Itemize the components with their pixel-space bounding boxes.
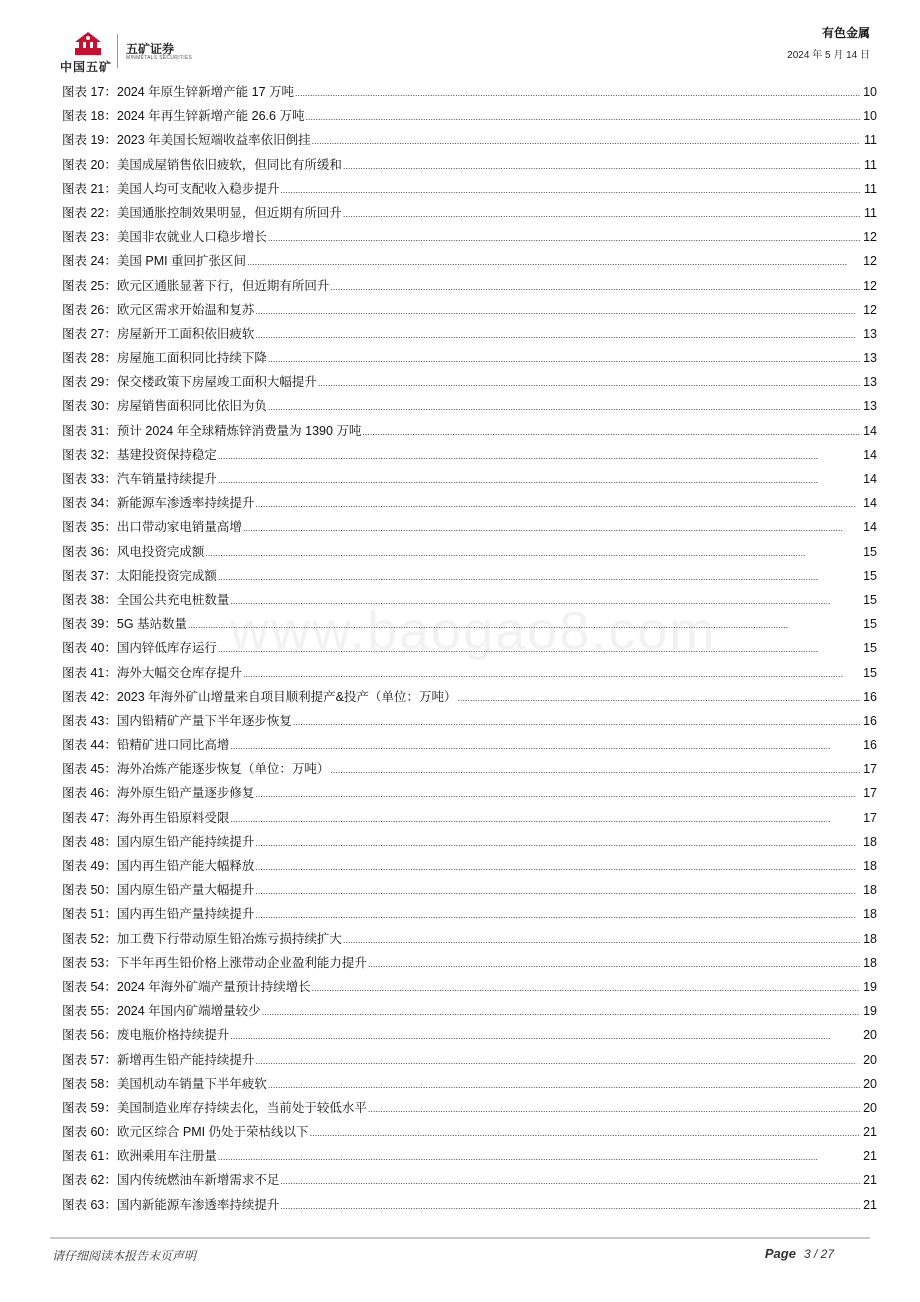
dot-leader	[293, 710, 860, 734]
page-ref: 14	[863, 447, 877, 462]
dot-leader	[343, 154, 860, 178]
dot-leader	[330, 758, 860, 782]
figure-label: 图表 61：	[62, 1149, 117, 1164]
dot-leader	[255, 299, 860, 323]
toc-row[interactable]	[62, 1168, 877, 1192]
page-ref: 15	[863, 544, 877, 559]
page-ref: 17	[863, 762, 877, 777]
dot-leader	[343, 928, 860, 952]
figure-label: 图表 54：	[62, 979, 117, 994]
page-ref: 13	[863, 375, 877, 390]
dot-leader	[230, 734, 860, 758]
figure-title: 欧洲乘用车注册量	[116, 1149, 217, 1164]
toc-row[interactable]	[62, 153, 877, 177]
page-ref: 20	[863, 1052, 877, 1067]
toc-row[interactable]	[62, 709, 877, 733]
toc-row[interactable]	[62, 757, 877, 781]
toc-row[interactable]	[62, 298, 877, 322]
page-ref: 15	[863, 568, 877, 583]
figure-title: 美国制造业库存持续去化，当前处于较低水平	[116, 1100, 367, 1115]
toc-row[interactable]	[62, 322, 877, 346]
dot-leader	[280, 1169, 860, 1193]
logo-minmetals-cn: 中国五矿	[60, 60, 113, 74]
dot-leader	[312, 976, 860, 1000]
figure-title: 风电投资完成额	[116, 544, 205, 559]
figure-title: 国内传统燃油车新增需求不足	[116, 1173, 280, 1188]
figure-title: 国内再生铅产量持续提升	[116, 907, 255, 922]
figure-title: 欧元区通胀显著下行，但近期有所回升	[116, 278, 330, 293]
dot-leader	[268, 347, 860, 371]
figure-title: 保交楼政策下房屋竣工面积大幅提升	[116, 375, 317, 390]
figure-title: 2024 年再生锌新增产能 26.6 万吨	[116, 109, 305, 124]
page-ref: 16	[863, 689, 877, 704]
figure-label: 图表 40：	[62, 641, 117, 656]
toc-row[interactable]	[62, 346, 877, 370]
figure-label: 图表 50：	[62, 883, 117, 898]
toc-row[interactable]	[62, 999, 877, 1023]
page-ref: 11	[864, 205, 877, 220]
figure-title: 美国非农就业人口稳步增长	[116, 230, 267, 245]
toc-row[interactable]	[62, 1023, 877, 1047]
figure-label: 图表 32：	[62, 447, 117, 462]
page-ref: 20	[863, 1076, 877, 1091]
figure-label: 图表 56：	[62, 1028, 117, 1043]
toc-row[interactable]	[62, 177, 877, 201]
toc-row[interactable]	[62, 806, 877, 830]
figure-title: 下半年再生铅价格上涨带动企业盈利能力提升	[116, 955, 367, 970]
toc-row[interactable]	[62, 370, 877, 394]
figure-title: 国内新能源车渗透率持续提升	[116, 1197, 280, 1212]
dot-leader	[205, 541, 860, 565]
toc-row[interactable]	[62, 443, 877, 467]
page-ref: 18	[863, 907, 877, 922]
page-ref: 15	[863, 665, 877, 680]
figure-index	[62, 80, 877, 1217]
dot-leader	[188, 613, 860, 637]
figure-title: 2023 年美国长短端收益率依旧倒挂	[116, 133, 311, 148]
page-ref: 13	[863, 326, 877, 341]
figure-label: 图表 53：	[62, 955, 117, 970]
figure-label: 图表 39：	[62, 617, 117, 632]
page-number: 3 / 27	[803, 1247, 834, 1261]
page-ref: 11	[864, 157, 877, 172]
figure-label: 图表 18：	[62, 109, 117, 124]
page-ref: 16	[863, 738, 877, 753]
figure-label: 图表 23：	[62, 230, 117, 245]
page-ref: 15	[863, 617, 877, 632]
dot-leader	[330, 275, 860, 299]
toc-row[interactable]	[62, 1048, 877, 1072]
logo-securities-en: MINMETALS SECURITIES	[126, 55, 193, 61]
figure-title: 房屋新开工面积依旧疲软	[116, 326, 255, 341]
page-ref: 14	[863, 472, 877, 486]
figure-label: 图表 28：	[62, 351, 117, 366]
dot-leader	[268, 395, 860, 419]
figure-label: 图表 25：	[62, 278, 117, 293]
dot-leader	[262, 1000, 860, 1024]
figure-label: 图表 46：	[62, 786, 117, 801]
page-ref: 13	[863, 399, 877, 414]
figure-label: 图表 51：	[62, 907, 117, 922]
figure-label: 图表 55：	[62, 1004, 117, 1019]
toc-row[interactable]	[62, 1120, 877, 1144]
figure-title: 美国 PMI 重回扩张区间	[116, 254, 247, 269]
minmetals-logo-icon	[72, 30, 104, 56]
figure-title: 海外大幅交仓库存提升	[116, 665, 242, 680]
figure-label: 图表 34：	[62, 496, 117, 511]
page-ref: 10	[863, 109, 877, 124]
page-ref: 21	[863, 1197, 877, 1212]
toc-row[interactable]	[62, 564, 877, 588]
toc-row[interactable]	[62, 104, 877, 128]
dot-leader	[255, 782, 860, 806]
toc-row[interactable]	[62, 733, 877, 757]
dot-leader	[268, 226, 860, 250]
figure-title: 美国通胀控制效果明显，但近期有所回升	[116, 205, 342, 220]
toc-row[interactable]	[62, 588, 877, 612]
figure-title: 预计 2024 年全球精炼锌消费量为 1390 万吨	[116, 423, 362, 438]
figure-title: 国内锌低库存运行	[116, 641, 217, 656]
figure-label: 图表 49：	[62, 859, 117, 873]
figure-label: 图表 30：	[62, 399, 117, 414]
toc-row[interactable]	[62, 225, 877, 249]
page-ref: 12	[863, 254, 877, 269]
dot-leader	[343, 202, 860, 226]
toc-row[interactable]	[62, 927, 877, 951]
page-ref: 19	[863, 1004, 877, 1019]
report-date: 2024 年 5 月 14 日	[787, 50, 870, 61]
page-ref: 19	[863, 979, 877, 994]
dot-leader	[218, 637, 860, 661]
figure-label: 图表 43：	[62, 713, 117, 728]
toc-row[interactable]	[62, 491, 877, 515]
figure-title: 太阳能投资完成额	[116, 568, 217, 583]
toc-row[interactable]	[62, 781, 877, 805]
page-header	[0, 0, 920, 80]
figure-title: 2024 年原生锌新增产能 17 万吨	[116, 85, 295, 99]
dot-leader	[218, 468, 860, 492]
figure-label: 图表 27：	[62, 326, 117, 341]
toc-row[interactable]	[62, 249, 877, 273]
toc-row[interactable]	[62, 1144, 877, 1168]
figure-label: 图表 42：	[62, 689, 117, 704]
page-ref: 17	[863, 786, 877, 801]
dot-leader	[255, 855, 860, 879]
figure-title: 2024 年国内矿端增量较少	[116, 1004, 261, 1019]
figure-label: 图表 60：	[62, 1125, 117, 1140]
figure-label: 图表 63：	[62, 1197, 117, 1212]
figure-title: 海外冶炼产能逐步恢复（单位：万吨）	[116, 762, 330, 777]
figure-title: 房屋施工面积同比持续下降	[116, 351, 267, 366]
toc-row[interactable]	[62, 540, 877, 564]
figure-title: 国内再生铅产能大幅释放	[116, 859, 255, 873]
dot-leader	[218, 444, 860, 468]
figure-label: 图表 35：	[62, 520, 117, 535]
dot-leader	[280, 1194, 860, 1218]
figure-label: 图表 29：	[62, 375, 117, 390]
footer-divider	[50, 1237, 870, 1239]
dot-leader	[362, 420, 860, 444]
page-ref: 11	[864, 133, 877, 148]
figure-label: 图表 58：	[62, 1076, 117, 1091]
figure-title: 国内原生铅产能持续提升	[116, 834, 255, 849]
toc-row[interactable]	[62, 80, 877, 104]
figure-label: 图表 52：	[62, 931, 117, 946]
figure-label: 图表 22：	[62, 205, 117, 220]
figure-title: 房屋销售面积同比依旧为负	[116, 399, 267, 414]
figure-title: 2024 年海外矿端产量预计持续增长	[116, 979, 311, 994]
figure-title: 加工费下行带动原生铅冶炼亏损持续扩大	[116, 931, 342, 946]
dot-leader	[318, 371, 860, 395]
logo-divider	[117, 34, 118, 68]
figure-title: 新增再生铅产能持续提升	[116, 1052, 255, 1067]
figure-title: 出口带动家电销量高增	[116, 520, 242, 535]
figure-title: 国内原生铅产量大幅提升	[116, 883, 255, 898]
figure-label: 图表 24：	[62, 254, 117, 269]
dot-leader	[255, 1049, 860, 1073]
dot-leader	[230, 807, 860, 831]
toc-row[interactable]	[62, 685, 877, 709]
page-ref: 18	[863, 931, 877, 946]
page-ref: 14	[863, 520, 877, 535]
page-ref: 14	[863, 496, 877, 511]
footer-disclaimer: 请仔细阅读本报告末页声明	[52, 1249, 197, 1263]
figure-label: 图表 17：	[62, 85, 117, 99]
figure-label: 图表 57：	[62, 1052, 117, 1067]
page-ref: 18	[863, 859, 877, 873]
page-ref: 21	[863, 1125, 877, 1140]
figure-label: 图表 47：	[62, 810, 117, 825]
page-ref: 15	[863, 641, 877, 656]
figure-title: 汽车销量持续提升	[116, 472, 217, 486]
figure-title: 废电瓶价格持续提升	[116, 1028, 230, 1043]
page-ref: 18	[863, 834, 877, 849]
toc-row[interactable]	[62, 467, 877, 491]
page-word: Page	[764, 1246, 796, 1261]
dot-leader	[243, 662, 860, 686]
dot-leader	[243, 516, 860, 540]
figure-label: 图表 20：	[62, 157, 117, 172]
watermark: www.baogao8.com	[230, 601, 717, 661]
figure-title: 欧元区综合 PMI 仍处于荣枯线以下	[116, 1125, 309, 1140]
page-ref: 11	[864, 181, 877, 196]
toc-row[interactable]	[62, 1096, 877, 1120]
figure-title: 新能源车渗透率持续提升	[116, 496, 255, 511]
page-ref: 20	[863, 1100, 877, 1115]
figure-label: 图表 62：	[62, 1173, 117, 1188]
figure-label: 图表 31：	[62, 423, 117, 438]
toc-row[interactable]	[62, 878, 877, 902]
figure-title: 基建投资保持稳定	[116, 447, 217, 462]
toc-row[interactable]	[62, 1072, 877, 1096]
toc-row[interactable]	[62, 419, 877, 443]
logo-securities-cn: 五矿证券	[126, 42, 175, 56]
dot-leader	[458, 686, 860, 710]
toc-row[interactable]	[62, 274, 877, 298]
dot-leader	[368, 1097, 860, 1121]
figure-title: 铅精矿进口同比高增	[116, 738, 230, 753]
report-category: 有色金属	[821, 26, 870, 40]
toc-row[interactable]	[62, 854, 877, 878]
figure-label: 图表 21：	[62, 181, 117, 196]
toc-row[interactable]	[62, 636, 877, 660]
footer-pagination	[765, 1246, 834, 1261]
dot-leader	[247, 250, 860, 274]
toc-row[interactable]	[62, 612, 877, 636]
page-ref: 21	[863, 1173, 877, 1188]
page-ref: 14	[863, 423, 877, 438]
toc-row[interactable]	[62, 661, 877, 685]
figure-title: 国内铅精矿产量下半年逐步恢复	[116, 713, 292, 728]
page-ref: 13	[863, 351, 877, 366]
dot-leader	[368, 952, 860, 976]
toc-row[interactable]	[62, 830, 877, 854]
figure-title: 2023 年海外矿山增量来自项目顺利提产&投产（单位：万吨）	[116, 689, 457, 704]
toc-row[interactable]	[62, 394, 877, 418]
figure-label: 图表 33：	[62, 472, 117, 486]
page-ref: 12	[863, 278, 877, 293]
figure-label: 图表 44：	[62, 738, 117, 753]
page-ref: 18	[863, 883, 877, 898]
figure-label: 图表 45：	[62, 762, 117, 777]
page-ref: 12	[863, 302, 877, 317]
toc-row[interactable]	[62, 902, 877, 926]
dot-leader	[310, 1121, 860, 1145]
figure-title: 欧元区需求开始温和复苏	[116, 302, 255, 317]
toc-row[interactable]	[62, 201, 877, 225]
figure-title: 美国成屋销售依旧疲软，但同比有所缓和	[116, 157, 342, 172]
figure-label: 图表 19：	[62, 133, 117, 148]
figure-label: 图表 38：	[62, 592, 117, 607]
page-ref: 12	[863, 230, 877, 245]
page-ref: 10	[863, 85, 877, 99]
toc-row[interactable]	[62, 975, 877, 999]
figure-label: 图表 37：	[62, 568, 117, 583]
figure-title: 5G 基站数量	[116, 617, 188, 632]
page-ref: 18	[863, 955, 877, 970]
dot-leader	[255, 492, 860, 516]
toc-row[interactable]	[62, 951, 877, 975]
dot-leader	[268, 1073, 860, 1097]
dot-leader	[230, 1024, 860, 1048]
figure-label: 图表 48：	[62, 834, 117, 849]
figure-title: 美国人均可支配收入稳步提升	[116, 181, 280, 196]
toc-row[interactable]	[62, 128, 877, 152]
dot-leader	[295, 81, 860, 105]
figure-label: 图表 26：	[62, 302, 117, 317]
dot-leader	[218, 565, 860, 589]
dot-leader	[230, 589, 860, 613]
dot-leader	[312, 129, 860, 153]
page-ref: 20	[863, 1028, 877, 1043]
figure-label: 图表 59：	[62, 1100, 117, 1115]
dot-leader	[280, 178, 860, 202]
dot-leader	[255, 903, 860, 927]
toc-row[interactable]	[62, 1193, 877, 1217]
figure-title: 海外原生铅产量逐步修复	[116, 786, 255, 801]
figure-label: 图表 36：	[62, 544, 117, 559]
page-ref: 17	[863, 810, 877, 825]
dot-leader	[218, 1145, 860, 1169]
toc-row[interactable]	[62, 515, 877, 539]
figure-title: 海外再生铅原料受限	[116, 810, 230, 825]
figure-label: 图表 41：	[62, 665, 117, 680]
page-ref: 21	[863, 1149, 877, 1164]
dot-leader	[255, 879, 860, 903]
dot-leader	[305, 105, 860, 129]
dot-leader	[255, 831, 860, 855]
page-ref: 16	[863, 713, 877, 728]
page-ref: 15	[863, 592, 877, 607]
figure-title: 全国公共充电桩数量	[116, 592, 230, 607]
dot-leader	[255, 323, 860, 347]
figure-title: 美国机动车销量下半年疲软	[116, 1076, 267, 1091]
